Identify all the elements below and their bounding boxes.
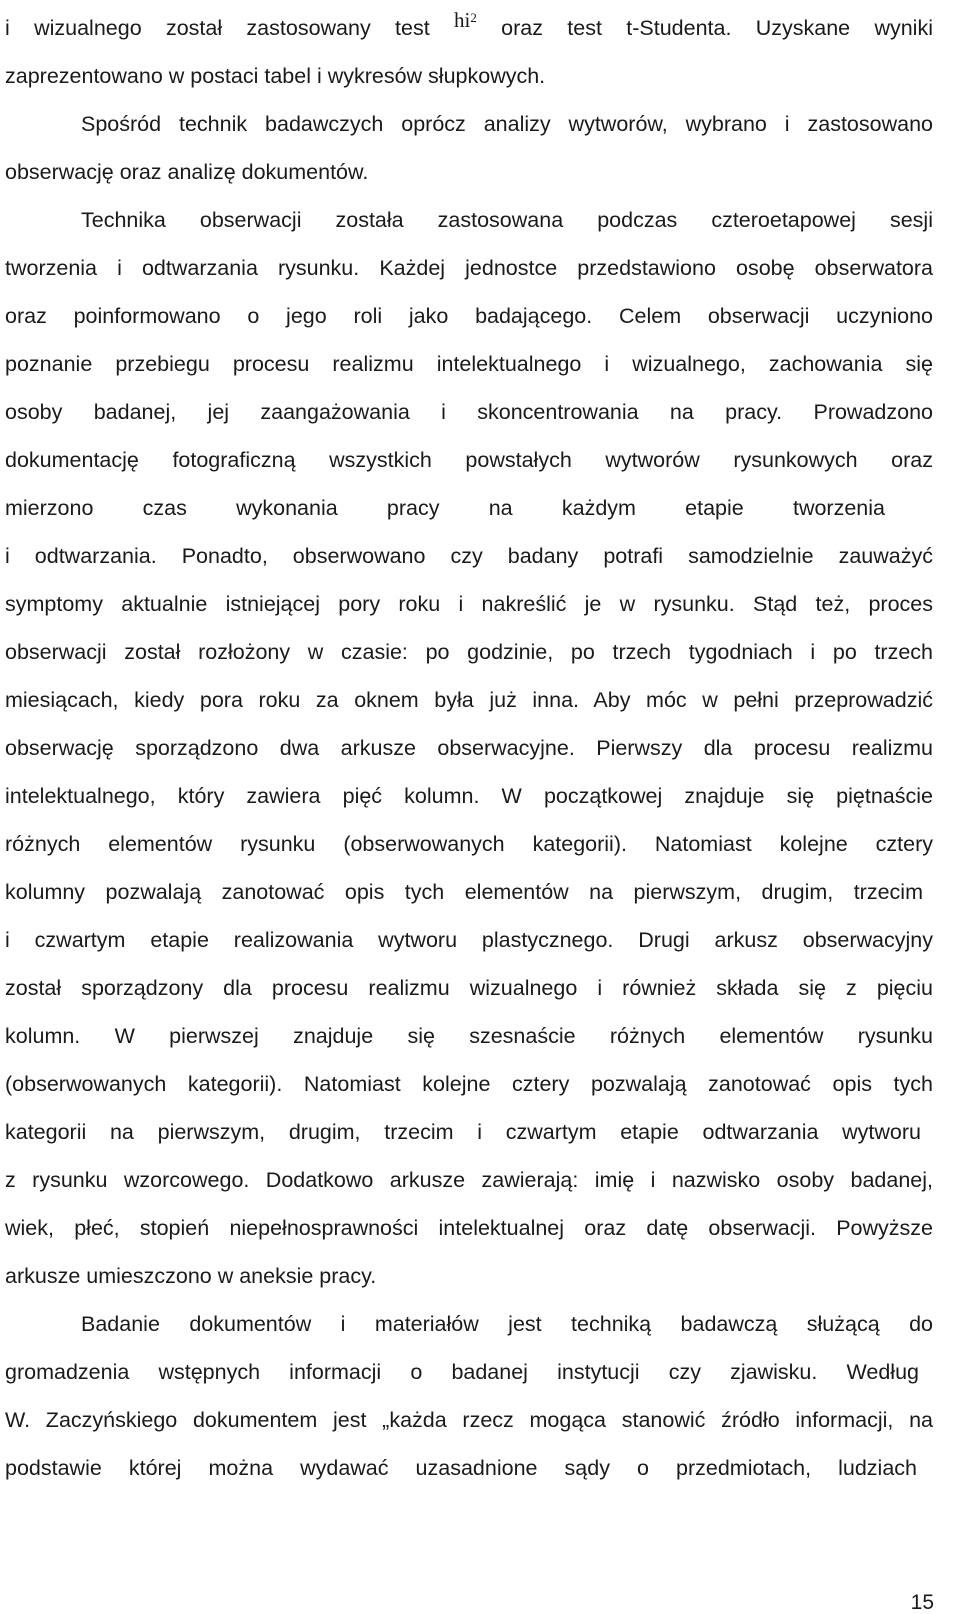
text-line [5, 12, 933, 44]
text-line: i czwartym etapie realizowania wytworu plastycznego. Drugi arkusz obserwacyjny [5, 928, 933, 952]
text-line: wiek, płeć, stopień niepełnosprawności intelektualnej oraz datę obserwacji. Powyższe [5, 1216, 933, 1240]
text-line: kolumny pozwalają zanotować opis tych elementów na pierwszym, drugim, trzecim [5, 880, 923, 904]
text-line: obserwację sporządzono dwa arkusze obserwacyjne. Pierwszy dla procesu realizmu [5, 736, 933, 760]
text-line: z rysunku wzorcowego. Dodatkowo arkusze zawierają: imię i nazwisko osoby badanej, [5, 1168, 933, 1192]
text-line: różnych elementów rysunku (obserwowanych kategorii). Natomiast kolejne cztery [5, 832, 933, 856]
text-line: mierzono czas wykonania pracy na każdym etapie tworzenia [5, 496, 885, 520]
chi-square-symbol: $hi^2$ [454, 12, 477, 32]
page-number: 15 [910, 1591, 934, 1614]
text-line: symptomy aktualnie istniejącej pory roku i nakreślić je w rysunku. Stąd też, proces [5, 592, 933, 616]
text-line: zaprezentowano w postaci tabel i wykresów słupkowych. [5, 64, 546, 88]
text-line: obserwację oraz analizę dokumentów. [5, 160, 369, 184]
text-line: dokumentację fotograficzną wszystkich powstałych wytworów rysunkowych oraz [5, 448, 933, 472]
text-line: osoby badanej, jej zaangażowania i skoncentrowania na pracy. Prowadzono [5, 400, 933, 424]
text-segment: i wizualnego został zastosowany test [5, 16, 430, 40]
paragraph-first-line: Badanie dokumentów i materiałów jest techniką badawczą służącą do [81, 1312, 933, 1336]
paragraph-first-line: Spośród technik badawczych oprócz analizy wytworów, wybrano i zastosowano [81, 112, 933, 136]
text-line: obserwacji został rozłożony w czasie: po godzinie, po trzech tygodniach i po trzech [5, 640, 933, 664]
text-line: W. Zaczyńskiego dokumentem jest „każda rzecz mogąca stanowić źródło informacji, na [5, 1408, 933, 1432]
paragraph-first-line: Technika obserwacji została zastosowana podczas czteroetapowej sesji [81, 208, 933, 232]
text-line: podstawie której można wydawać uzasadnione sądy o przedmiotach, ludziach [5, 1456, 917, 1480]
text-line: (obserwowanych kategorii). Natomiast kolejne cztery pozwalają zanotować opis tych [5, 1072, 933, 1096]
text-line: został sporządzony dla procesu realizmu wizualnego i również składa się z pięciu [5, 976, 933, 1000]
text-line: gromadzenia wstępnych informacji o badanej instytucji czy zjawisku. Według [5, 1360, 919, 1384]
text-line: i odtwarzania. Ponadto, obserwowano czy badany potrafi samodzielnie zauważyć [5, 544, 933, 568]
text-line: intelektualnego, który zawiera pięć kolumn. W początkowej znajduje się piętnaście [5, 784, 933, 808]
text-line: kolumn. W pierwszej znajduje się szesnaście różnych elementów rysunku [5, 1024, 933, 1048]
text-segment: oraz test t-Studenta. Uzyskane wyniki [501, 16, 933, 40]
text-line: tworzenia i odtwarzania rysunku. Każdej jednostce przedstawiono osobę obserwatora [5, 256, 933, 280]
text-line: oraz poinformowano o jego roli jako badającego. Celem obserwacji uczyniono [5, 304, 933, 328]
text-line: poznanie przebiegu procesu realizmu intelektualnego i wizualnego, zachowania się [5, 352, 933, 376]
text-line: arkusze umieszczono w aneksie pracy. [5, 1264, 377, 1288]
text-line: kategorii na pierwszym, drugim, trzecim i czwartym etapie odtwarzania wytworu [5, 1120, 921, 1144]
text-line: miesiącach, kiedy pora roku za oknem była już inna. Aby móc w pełni przeprowadzić [5, 688, 933, 712]
